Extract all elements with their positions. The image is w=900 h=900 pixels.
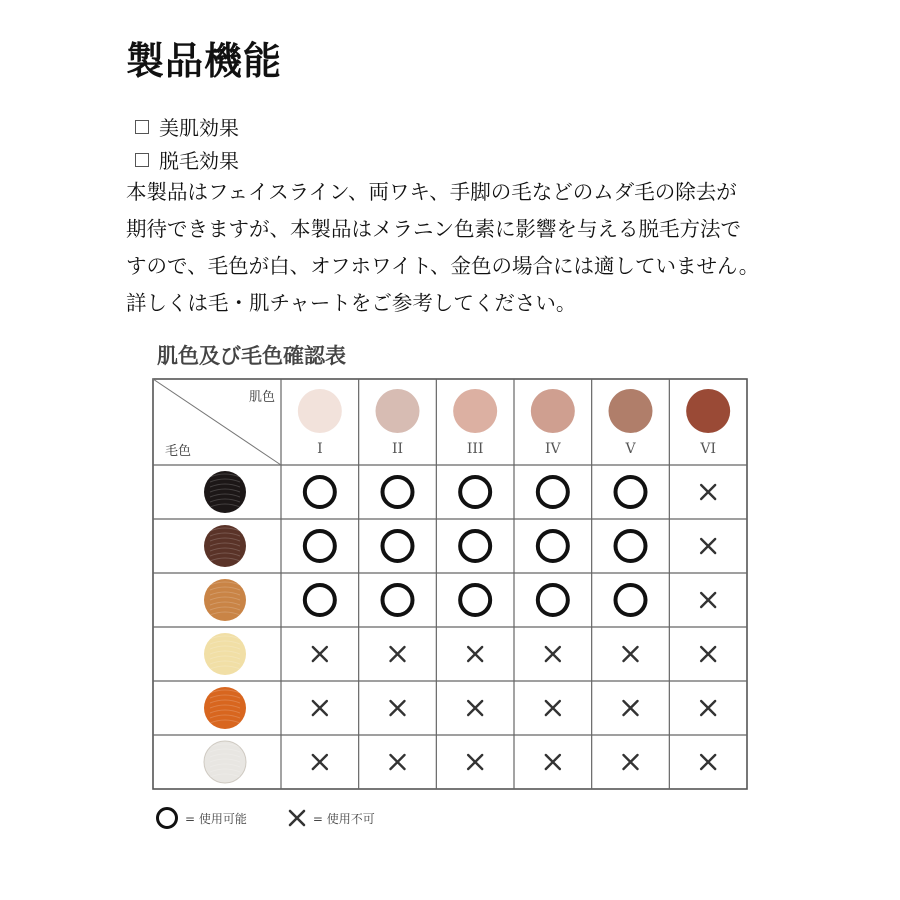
corner-label-hair: 毛色 <box>165 444 192 459</box>
unusable-mark <box>391 701 405 715</box>
skin-tone-label: IV <box>545 441 561 457</box>
skin-tone-swatch <box>609 389 653 433</box>
skin-tone-swatch <box>453 389 497 433</box>
unusable-mark <box>624 701 638 715</box>
description-line: 詳しくは毛・肌チャートをご参考してください。 <box>126 291 577 315</box>
usable-mark <box>538 585 568 615</box>
corner-label-skin: 肌色 <box>248 390 275 405</box>
skin-tone-swatch <box>686 389 730 433</box>
skin-tone-label: V <box>625 441 636 457</box>
unusable-mark <box>313 647 327 661</box>
checkbox-icon[interactable] <box>135 153 149 167</box>
table-title: 肌色及び毛色確認表 <box>157 344 346 368</box>
unusable-mark <box>313 755 327 769</box>
table-border <box>153 379 747 789</box>
usable-mark <box>538 531 568 561</box>
feature-label: 脱毛効果 <box>159 149 239 173</box>
usable-mark <box>383 585 413 615</box>
skin-tone-swatch <box>531 389 575 433</box>
unusable-mark <box>701 647 715 661</box>
usable-mark <box>616 531 646 561</box>
usable-mark <box>305 477 335 507</box>
feature-item-beauty[interactable] <box>135 110 239 143</box>
unusable-mark <box>546 755 560 769</box>
legend-item-usable <box>155 806 247 830</box>
usable-mark <box>460 531 490 561</box>
usable-mark <box>305 585 335 615</box>
unusable-mark <box>624 755 638 769</box>
skin-tone-swatch <box>298 389 342 433</box>
usable-mark <box>383 477 413 507</box>
skin-tone-label: I <box>317 441 323 457</box>
unusable-mark <box>313 701 327 715</box>
compatibility-table <box>150 376 750 791</box>
legend-label: = 使用可能 <box>185 811 247 826</box>
product-description <box>126 174 806 322</box>
unusable-mark <box>468 647 482 661</box>
unusable-mark <box>546 647 560 661</box>
usable-mark <box>305 531 335 561</box>
unusable-mark <box>468 755 482 769</box>
unusable-mark <box>701 539 715 553</box>
feature-item-hair-removal[interactable] <box>135 143 239 176</box>
unusable-mark <box>546 701 560 715</box>
usable-mark <box>460 585 490 615</box>
feature-list <box>135 110 239 176</box>
checkbox-icon[interactable] <box>135 120 149 134</box>
description-line: 本製品はフェイスライン、両ワキ、手脚の毛などのムダ毛の除去が <box>126 180 737 204</box>
feature-label: 美肌効果 <box>159 116 239 140</box>
unusable-mark <box>468 701 482 715</box>
circle-icon <box>155 806 179 830</box>
legend-label: = 使用不可 <box>312 811 375 826</box>
description-line: すので、毛色が白、オフホワイト、金色の場合には適していません。 <box>126 254 760 278</box>
skin-tone-swatch <box>376 389 420 433</box>
description-line: 期待できますが、本製品はメラニン色素に影響を与える脱毛方法で <box>126 217 741 241</box>
usable-mark <box>460 477 490 507</box>
skin-tone-label: III <box>466 441 484 457</box>
usable-mark <box>616 585 646 615</box>
unusable-mark <box>701 755 715 769</box>
usable-mark <box>538 477 568 507</box>
skin-tone-label: II <box>391 441 404 457</box>
skin-tone-label: VI <box>700 441 716 457</box>
legend-item-unusable <box>287 808 375 828</box>
unusable-mark <box>391 647 405 661</box>
usable-mark <box>616 477 646 507</box>
usable-mark <box>383 531 413 561</box>
unusable-mark <box>701 485 715 499</box>
unusable-mark <box>624 647 638 661</box>
unusable-mark <box>701 593 715 607</box>
page-title: 製品機能 <box>126 39 283 83</box>
cross-icon <box>287 808 307 828</box>
legend <box>155 806 415 830</box>
unusable-mark <box>391 755 405 769</box>
unusable-mark <box>701 701 715 715</box>
